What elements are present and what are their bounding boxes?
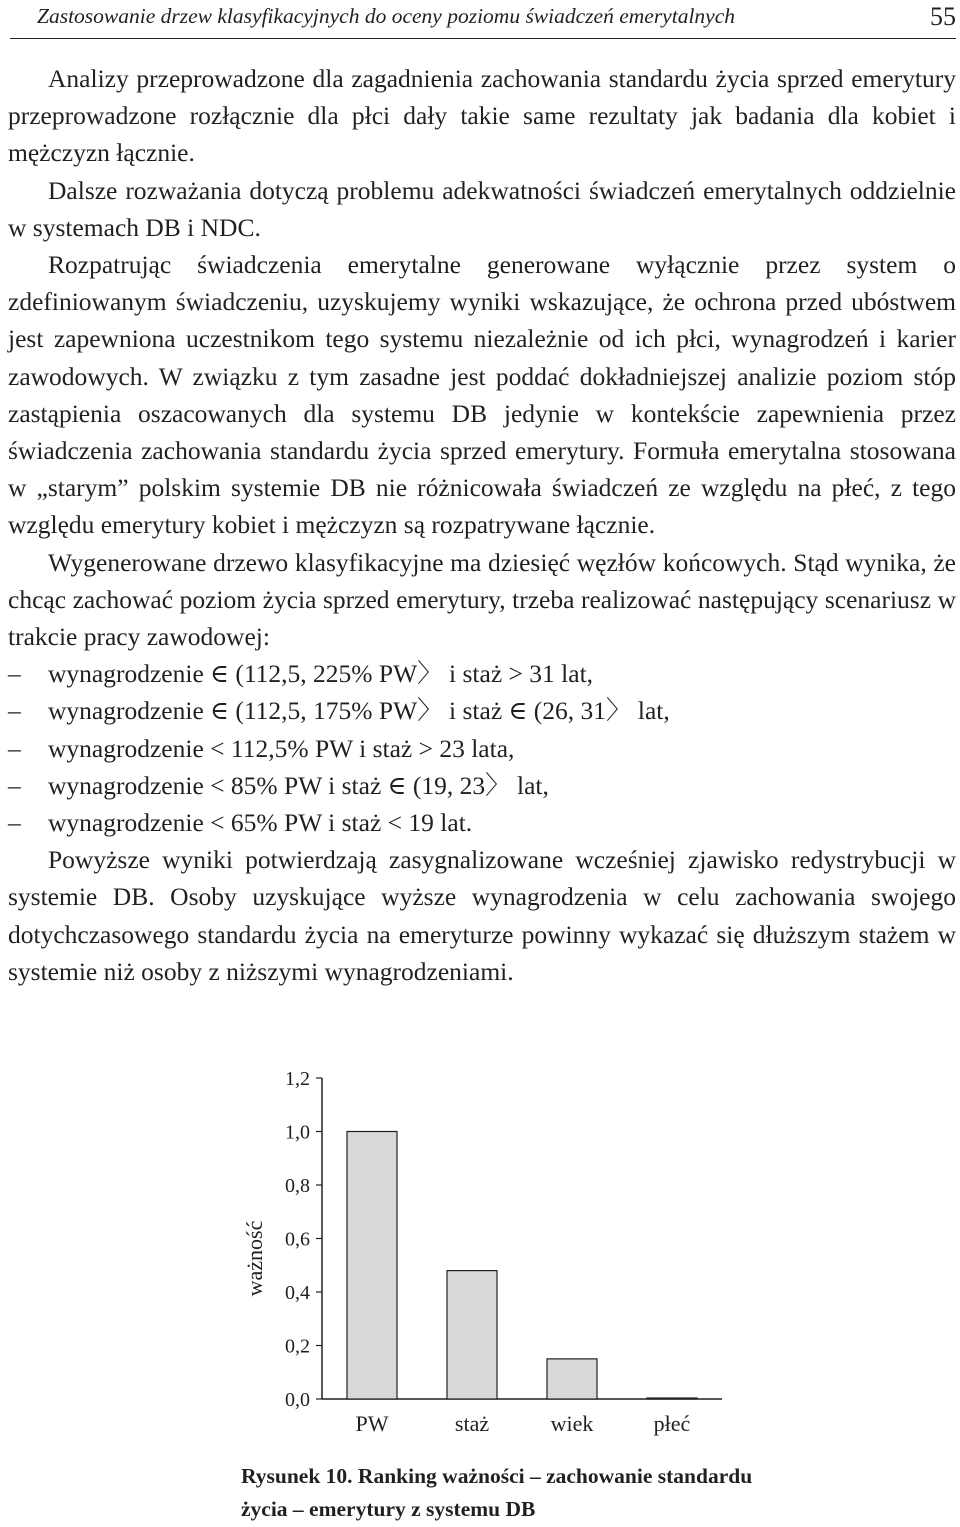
x-tick-label: staż (454, 1411, 490, 1436)
paragraph: Rozpatrując świadczenia emerytalne generowane wyłącznie przez system o zdefiniowanym świadczeniu, uzyskujemy wyniki wskazujące, że ochrona przed ubóstwem jest zapewniona uczestnikom tego systemu niezależnie od ich płci, wynagrodzeń i karier zawodowych. W związku z tym zasadne jest poddać dokładniejszej analizie poziom stóp zastąpienia oszacowanych dla systemu DB jedynie w kontekście zapewnienia przez świadczenia zachowania standardu życia sprzed emerytury. Formuła emerytalna stosowana w „starym” polskim systemie DB nie różnicowała świadczeń ze względu na płeć, z tego względu emerytury kobiet i mężczyzn są rozpatrywane łącznie. (8, 250, 956, 540)
paragraph: Analizy przeprowadzone dla zagadnienia zachowania standardu życia sprzed emerytury przeprowadzone rozłącznie dla płci dały takie same rezultaty jak badania dla kobiet i mężczyzn łącznie. (8, 64, 956, 168)
importance-chart (220, 1060, 740, 1440)
y-tick-label: 1,0 (285, 1121, 310, 1144)
bullet-item (8, 655, 956, 692)
paragraph: Powyższe wyniki potwierdzają zasygnalizowane wcześniej zjawisko redystrybucji w systemie DB. Osoby uzyskujące wyższe wynagrodzenia w celu zachowania swojego dotychczasowego standardu życia na emeryturze powinny wykazać się dłuższym stażem w systemie niż osoby z niższymi wynagrodzeniami. (8, 845, 956, 986)
bar-chart (220, 1060, 740, 1440)
bullet-text: wynagrodzenie ∈ (112,5, 225% PW〉 i staż > 31 lat, (48, 659, 594, 689)
y-tick-label: 0,4 (285, 1282, 310, 1304)
figure-caption (241, 1460, 752, 1526)
bullet-dash: – (8, 808, 21, 838)
bar (647, 1398, 697, 1399)
bar (347, 1132, 397, 1400)
caption-line-1: Rysunek 10. Ranking ważności – zachowanie standardu (241, 1464, 753, 1488)
body-text (8, 60, 956, 990)
running-header (10, 2, 956, 39)
y-tick-label: 0,0 (285, 1389, 310, 1411)
x-tick-label: płeć (653, 1411, 691, 1436)
bullet-text: wynagrodzenie < 112,5% PW i staż > 23 lata, (48, 733, 515, 763)
bullet-dash: – (8, 696, 21, 726)
bullet-text: wynagrodzenie < 85% PW i staż ∈ (19, 23〉 lat, (48, 770, 549, 800)
bar (447, 1271, 497, 1399)
bullet-text: wynagrodzenie < 65% PW i staż < 19 lat. (48, 808, 473, 838)
y-tick-label: 0,2 (285, 1335, 310, 1358)
bullet-item (8, 767, 956, 804)
bullet-dash: – (8, 770, 21, 800)
bullet-dash: – (8, 659, 21, 689)
x-tick-label: wiek (550, 1411, 594, 1436)
bullet-dash: – (8, 733, 21, 763)
bullet-item (8, 804, 956, 841)
y-tick-label: 0,6 (285, 1228, 310, 1251)
page-number: 55 (930, 2, 956, 31)
bullet-text: wynagrodzenie ∈ (112,5, 175% PW〉 i staż ∈ (26, 31〉 lat, (48, 696, 670, 726)
paragraph: Wygenerowane drzewo klasyfikacyjne ma dziesięć węzłów końcowych. Stąd wynika, że chcąc zachować poziom życia sprzed emerytury, trzeba realizować następujący scenariusz w trakcie pracy zawodowej: (8, 547, 956, 652)
y-tick-label: 0,8 (285, 1175, 310, 1197)
running-header-title: Zastosowanie drzew klasyfikacyjnych do oceny poziomu świadczeń emerytalnych (37, 4, 736, 28)
bar (547, 1359, 597, 1399)
x-tick-label: PW (355, 1411, 389, 1436)
bullet-item (8, 692, 956, 729)
caption-line-2: życia – emerytury z systemu DB (241, 1497, 536, 1521)
bullet-item (8, 730, 956, 767)
y-axis-label: ważność (242, 1220, 267, 1297)
paragraph: Dalsze rozważania dotyczą problemu adekwatności świadczeń emerytalnych oddzielnie w systemach DB i NDC. (8, 175, 956, 242)
y-tick-label: 1,2 (285, 1068, 310, 1090)
